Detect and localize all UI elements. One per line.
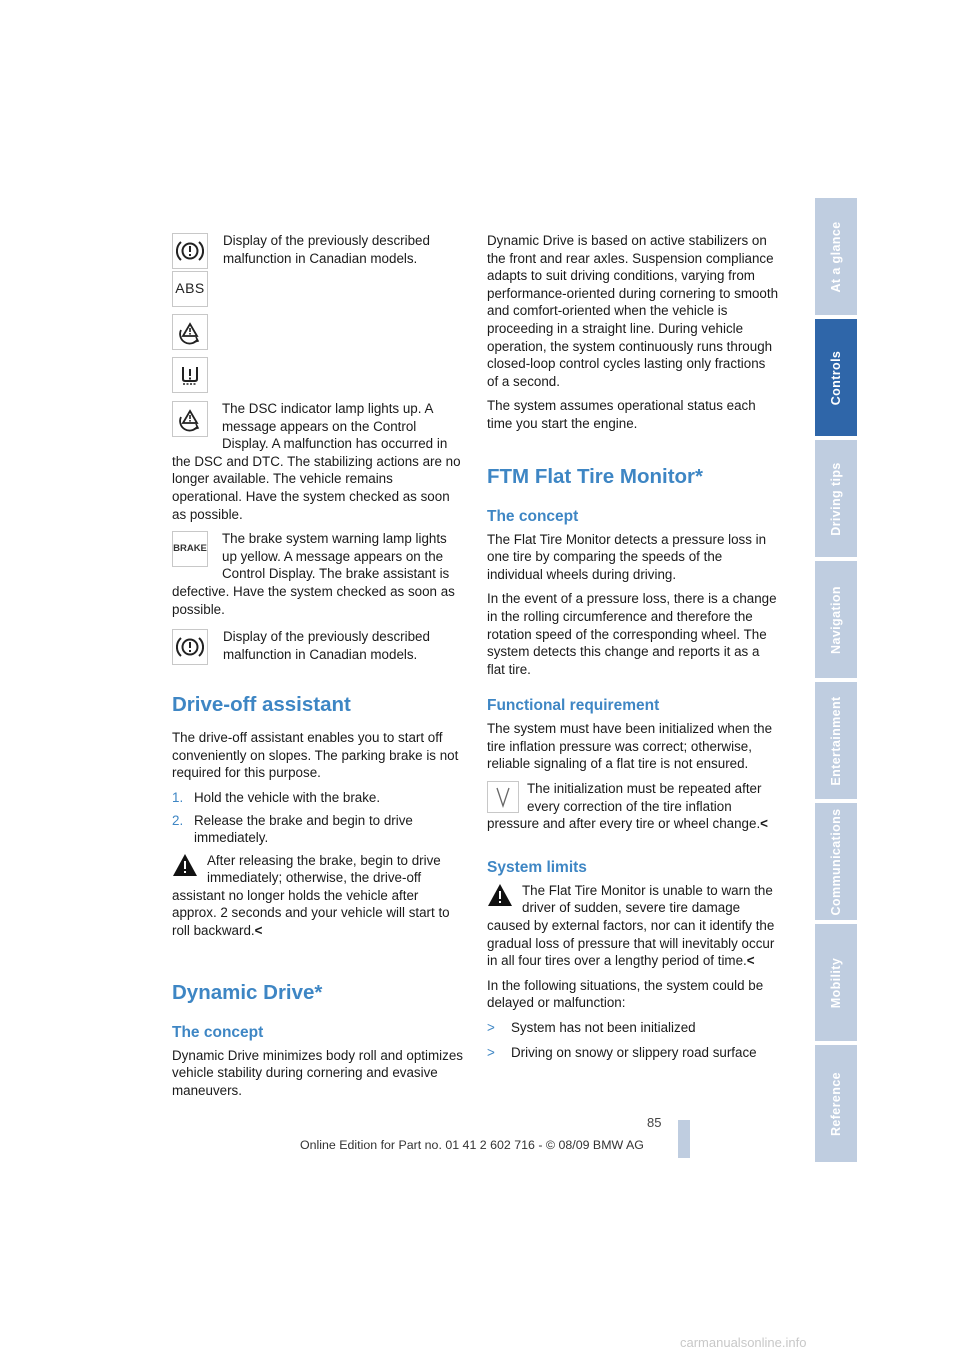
dynamic-drive-text-2: Dynamic Drive is based on active stabilizers on the front and rear axles. Suspension compliance adapts to suit driving conditions, varying from performance-oriented during cornering to smooth and comfort-oriented when the vehicle is proceeding in a straight line. During vehicle operation, the system continuously runs through closed-loop control cycles lasting only fractions of a second. xyxy=(487,233,779,389)
tab-label: Navigation xyxy=(829,585,843,654)
bullet-marker: > xyxy=(487,1020,495,1035)
ftm-text-1: The Flat Tire Monitor detects a pressure loss in one tire by comparing the speeds of the individual wheels during driving. xyxy=(487,531,767,582)
dynamic-drive-text-3: The system assumes operational status each time you start the engine. xyxy=(487,398,756,431)
tab-entertainment[interactable] xyxy=(815,682,857,799)
step-item xyxy=(172,812,464,847)
canadian-indicator-block-2 xyxy=(172,628,464,667)
right-column xyxy=(487,232,779,1068)
page-number: 85 xyxy=(647,1115,662,1130)
tab-controls[interactable] xyxy=(815,319,857,436)
end-mark: < xyxy=(746,953,755,969)
ftm-concept-heading: The concept xyxy=(487,507,579,525)
tab-communications[interactable] xyxy=(815,803,857,920)
end-mark: < xyxy=(254,923,263,939)
abs-row xyxy=(172,271,464,308)
drive-off-warning-text: After releasing the brake, begin to drive immediately; otherwise, the drive-off assistant no longer holds the vehicle after approx. 2 seconds and your vehicle will start to roll backward. xyxy=(172,852,450,939)
tab-reference[interactable] xyxy=(815,1045,857,1162)
tire-pressure-icon xyxy=(172,357,208,393)
dynamic-concept-heading: The concept xyxy=(172,1023,264,1041)
tab-label: Driving tips xyxy=(829,461,843,536)
abs-icon-label: ABS xyxy=(175,280,205,297)
system-limits-heading: System limits xyxy=(487,858,587,876)
warning-triangle-icon xyxy=(487,883,513,907)
dsc-triangle-arrow-icon-2 xyxy=(172,401,208,437)
tab-label: Entertainment xyxy=(829,695,843,786)
tab-label: Reference xyxy=(829,1071,843,1136)
bullet-marker: > xyxy=(487,1044,495,1060)
tab-label: Mobility xyxy=(829,957,843,1008)
tab-label: Controls xyxy=(829,350,843,405)
left-column xyxy=(172,232,464,1106)
tire-pressure-row xyxy=(172,357,464,394)
step-text: Release the brake and begin to drive immediately. xyxy=(194,812,413,846)
brake-block xyxy=(172,530,464,625)
step-text: Hold the vehicle with the brake. xyxy=(194,789,381,805)
brake-text: The brake system warning lamp lights up yellow. A message appears on the Control Display. The brake assistant is defective. Have the system checked as soon as possible. xyxy=(172,531,455,617)
abs-icon xyxy=(172,271,208,307)
dsc-text: The DSC indicator lamp lights up. A message appears on the Control Display. A malfunction has occurred in the DSC and DTC. The stabilizing actions are no longer available. The vehicle remains operational. Have the system checked as soon as possible. xyxy=(172,401,461,522)
brake-warning-icon xyxy=(172,531,208,567)
ftm-heading: FTM Flat Tire Monitor* xyxy=(487,464,704,488)
ftm-text-2: In the event of a pressure loss, there is a change in the rolling circumference and therefore the rotation speed of the corresponding wheel. The system detects this change and reports it as a flat tire. xyxy=(487,591,777,677)
note-triangle-icon xyxy=(487,781,519,813)
dsc-row-1 xyxy=(172,314,464,351)
list-item-text: Driving on snowy or slippery road surface xyxy=(511,1044,757,1060)
list-item xyxy=(487,1019,779,1037)
dynamic-drive-text: Dynamic Drive minimizes body roll and optimizes vehicle stability during cornering and evasive maneuvers. xyxy=(172,1047,463,1098)
canadian-malfunction-text: Display of the previously described malfunction in Canadian models. xyxy=(223,233,430,266)
chapter-tabs xyxy=(815,198,857,1166)
footer-text: Online Edition for Part no. 01 41 2 602 716 - © 08/09 BMW AG xyxy=(300,1138,644,1152)
canadian-circle-exclaim-icon-2 xyxy=(172,629,208,665)
dynamic-drive-heading: Dynamic Drive* xyxy=(172,980,323,1004)
step-number: 2. xyxy=(172,812,184,828)
tab-navigation[interactable] xyxy=(815,561,857,678)
tab-at-a-glance[interactable] xyxy=(815,198,857,315)
dsc-block xyxy=(172,400,464,530)
step-item xyxy=(172,789,464,807)
canadian-circle-exclaim-icon xyxy=(172,233,208,269)
list-item-text: System has not been initialized xyxy=(511,1020,696,1035)
drive-off-intro: The drive-off assistant enables you to start off conveniently on slopes. The parking brake is not required for this purpose. xyxy=(172,730,459,781)
dsc-triangle-arrow-icon xyxy=(172,314,208,350)
list-item xyxy=(487,1044,779,1062)
tab-label: At a glance xyxy=(829,220,843,293)
canadian-indicator-block-1 xyxy=(172,232,464,271)
drive-off-warning xyxy=(172,852,464,947)
watermark: carmanualsonline.info xyxy=(680,1335,807,1350)
warning-triangle-icon xyxy=(172,853,198,877)
situations-text: In the following situations, the system could be delayed or malfunction: xyxy=(487,977,764,1011)
tab-driving-tips[interactable] xyxy=(815,440,857,557)
brake-icon-label: BRAKE xyxy=(173,543,207,555)
system-limits-warning xyxy=(487,882,779,977)
step-number: 1. xyxy=(172,789,184,805)
drive-off-heading: Drive-off assistant xyxy=(172,693,351,717)
initialization-note-text: The initialization must be repeated after every correction of the tire inflation pressure and after every tire or wheel change. xyxy=(487,781,762,832)
functional-requirement-text: The system must have been initialized when the tire inflation pressure was correct; otherwise, reliable signaling of a flat tire is not ensured. xyxy=(487,721,773,772)
tab-label: Communications xyxy=(829,808,843,915)
tab-mobility[interactable] xyxy=(815,924,857,1041)
end-mark: < xyxy=(760,816,768,832)
initialization-note xyxy=(487,780,779,840)
page-marker-bar xyxy=(678,1120,690,1158)
canadian-malfunction-text-2: Display of the previously described malfunction in Canadian models. xyxy=(223,629,430,662)
system-limits-warning-text: The Flat Tire Monitor is unable to warn the driver of sudden, severe tire damage caused by external factors, nor can it identify the gradual loss of pressure that will inevitably occur in all four tires over a lengthy period of time. xyxy=(487,882,775,969)
functional-requirement-heading: Functional requirement xyxy=(487,697,660,715)
